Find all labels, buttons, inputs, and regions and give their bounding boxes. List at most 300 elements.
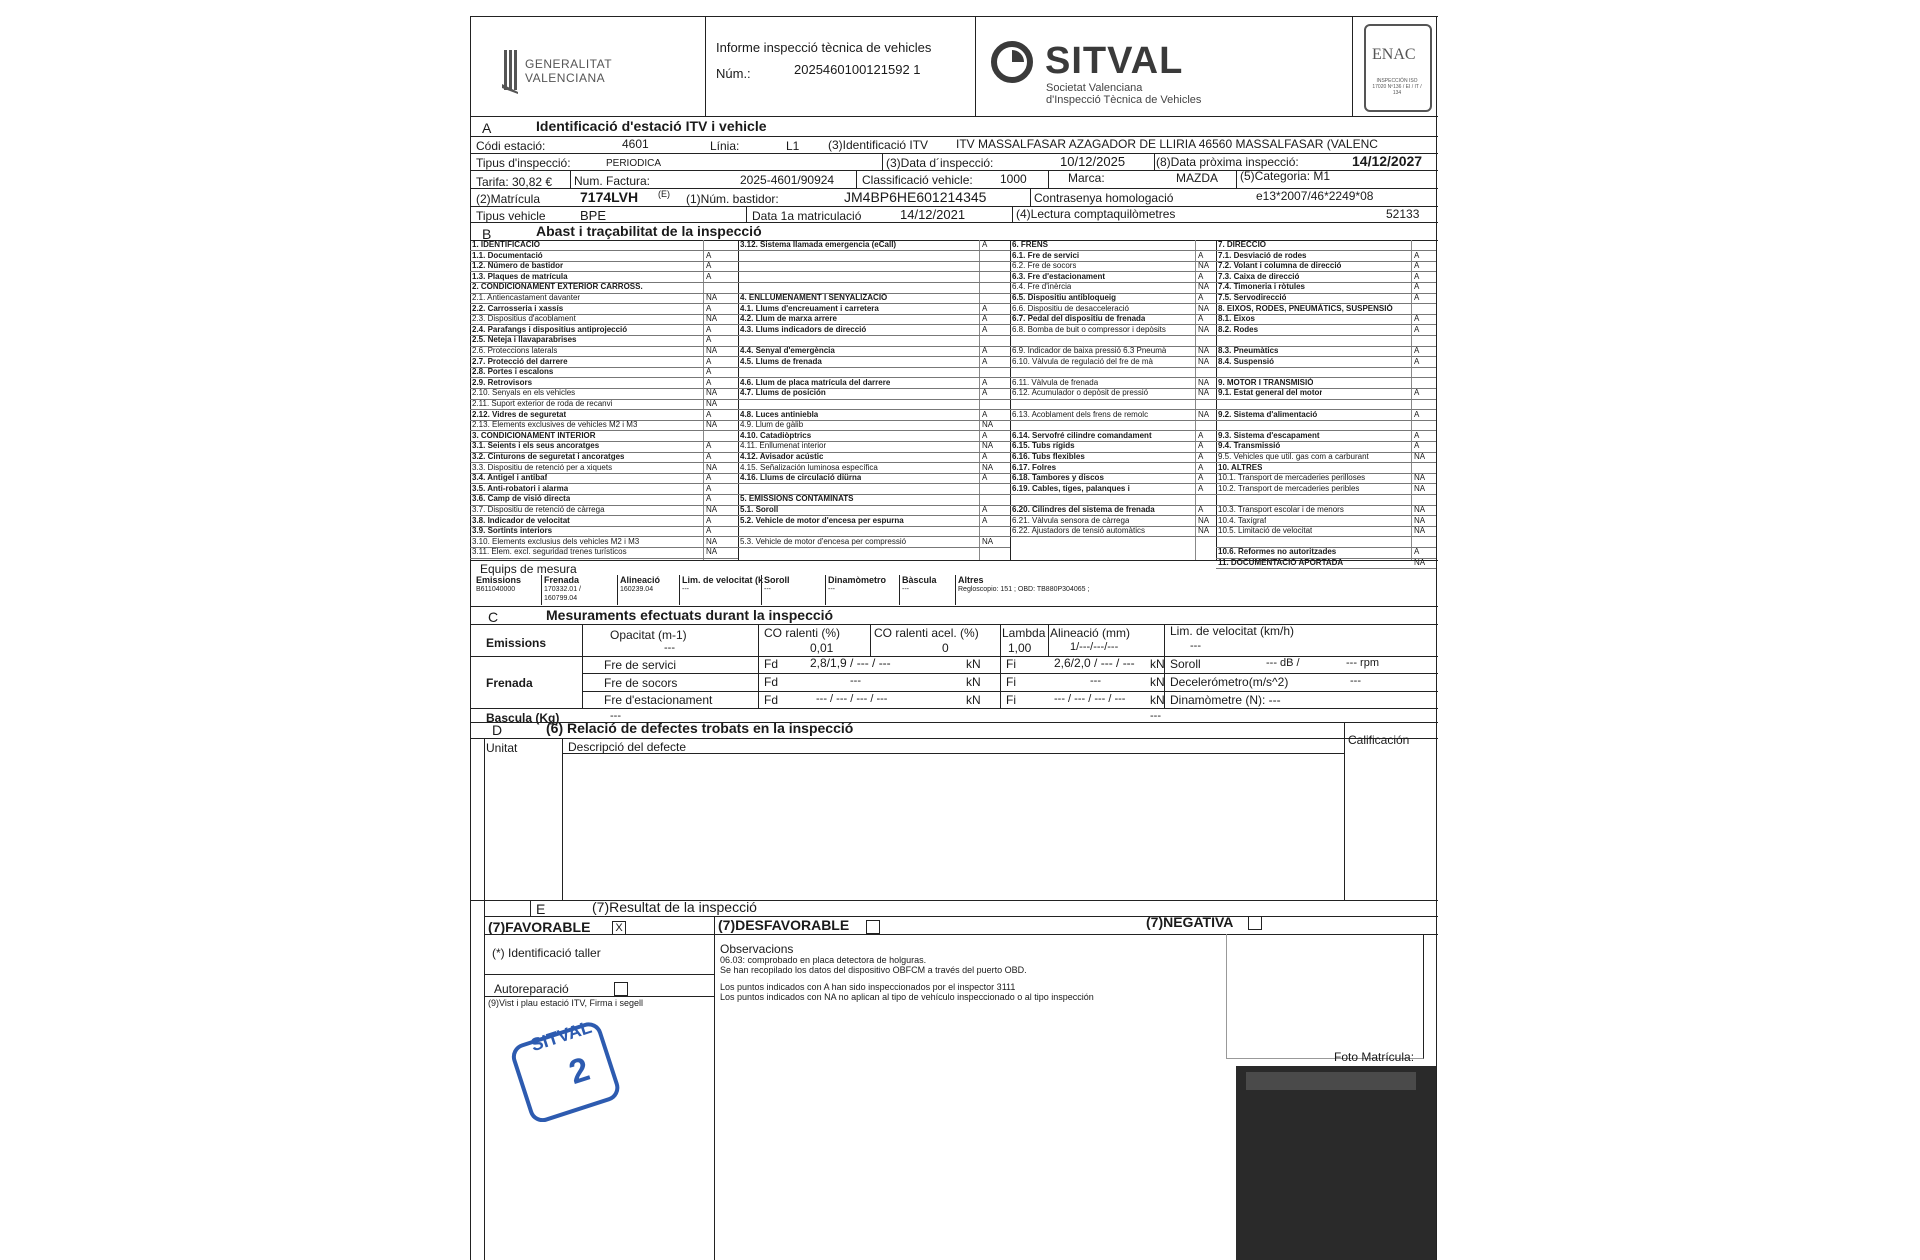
scope-item-label: 6.17. Folres xyxy=(1012,462,1057,472)
lambda-value: 1,00 xyxy=(1008,641,1032,655)
kn-2: kN xyxy=(1150,657,1165,671)
tipus-vehicle-label: Tipus vehicle xyxy=(476,209,546,223)
scope-item-label: 3.9. Sortints interiors xyxy=(472,526,553,536)
categoria: (5)Categoria: M1 xyxy=(1240,169,1331,183)
scope-item-result: A xyxy=(982,377,988,387)
scope-item-result: A xyxy=(982,452,988,461)
scope-item-label: 3.4. Antigel i antibaf xyxy=(472,473,548,483)
kn-1: kN xyxy=(966,657,981,671)
scope-item-label: 8.1. Eixos xyxy=(1218,314,1255,324)
scope-column-divider xyxy=(1216,240,1217,560)
scope-item-label: 6.4. Fre d'inèrcia xyxy=(1012,282,1072,292)
fd-estacionament: --- / --- / --- / --- xyxy=(816,693,888,705)
negativa-checkbox[interactable] xyxy=(1248,916,1262,930)
scope-item-label: 10.4. Taxígraf xyxy=(1218,515,1267,525)
opacitat-value: --- xyxy=(664,642,675,654)
enac-logo xyxy=(1364,24,1432,112)
codi-estacio: 4601 xyxy=(622,137,649,151)
scope-item-label: 6.22. Ajustadors de tensió automàtics xyxy=(1012,526,1145,536)
scope-item-result: NA xyxy=(1414,526,1426,536)
equipment-divider xyxy=(541,575,542,605)
scope-item-result: A xyxy=(1414,409,1420,419)
scope-item-label: 2.8. Portes i escalons xyxy=(472,367,554,377)
scope-row-line xyxy=(738,250,1010,251)
dinamometre-label: Dinamòmetre (N): --- xyxy=(1170,693,1281,707)
equipment-label: Altres xyxy=(958,575,984,585)
scope-item-label: 2.4. Parafangs i dispositius antiprojecció xyxy=(472,324,628,334)
equipment-value: --- xyxy=(682,586,689,593)
scope-row-line xyxy=(738,483,1010,484)
scope-item-result: A xyxy=(706,515,712,525)
scope-item-result: A xyxy=(1414,261,1420,271)
scope-row-line xyxy=(1010,494,1216,495)
scope-item-result: A xyxy=(1414,271,1420,281)
scope-item-label: 6.7. Pedal del dispositiu de frenada xyxy=(1012,314,1146,324)
opacitat-label: Opacitat (m-1) xyxy=(610,628,687,642)
scope-item-label: 6.21. Vàlvula sensora de càrrega xyxy=(1012,515,1130,525)
stamp-text: SITVAL xyxy=(528,1016,595,1056)
scope-item-label: 6.19. Cables, tiges, palanques i xyxy=(1012,483,1130,493)
scope-item-result: A xyxy=(1414,324,1420,334)
scope-item-label: 8. EIXOS, RODES, PNEUMÀTICS, SUSPENSIÓ xyxy=(1218,303,1393,313)
scope-item-label: 7.5. Servodirecció xyxy=(1218,293,1287,302)
scope-row-line xyxy=(738,335,1010,336)
fd-servici: 2,8/1,9 / --- / --- xyxy=(810,656,891,670)
scope-item-label: 4.7. Llums de posición xyxy=(740,388,826,398)
scope-item-result: A xyxy=(706,335,712,345)
scope-item-label: 4.1. Llums d'encreuament i carretera xyxy=(740,303,879,313)
equipment-value: --- xyxy=(902,586,909,593)
fre-socors-label: Fre de socors xyxy=(604,676,678,690)
scope-row-line xyxy=(1216,399,1436,400)
scope-item-result: NA xyxy=(1414,515,1426,525)
scope-item-result: A xyxy=(1414,388,1420,398)
kn-3: kN xyxy=(966,675,981,689)
scope-item-label: 6.20. Cilindres del sistema de frenada xyxy=(1012,505,1155,514)
scope-item-result: A xyxy=(982,505,988,514)
data-proxima-label: (8)Data pròxima inspecció: xyxy=(1156,155,1299,169)
data-matriculacio: 14/12/2021 xyxy=(900,207,966,222)
scope-item-result: A xyxy=(706,473,712,483)
scope-item-result: NA xyxy=(706,547,718,557)
scope-item-result: A xyxy=(706,324,712,334)
scope-item-result: A xyxy=(982,314,988,324)
vist-label: (9)Vist i plau estació ITV, Firma i segell xyxy=(488,998,644,1008)
scope-item-result: NA xyxy=(1198,526,1210,536)
scope-item-label: 8.3. Pneumàtics xyxy=(1218,346,1279,355)
equips-title: Equips de mesura xyxy=(480,562,577,576)
sitval-subtitle-1: Societat Valenciana xyxy=(1046,82,1143,94)
fd-label-1: Fd xyxy=(764,657,779,671)
scope-item-label: 2.1. Antiencastament davanter xyxy=(472,293,581,302)
scope-row-line xyxy=(1216,568,1436,569)
scope-item-label: 7.1. Desviació de rodes xyxy=(1218,250,1307,260)
scope-item-result: NA xyxy=(1198,377,1210,387)
scope-item-label: 4.12. Avisador acústic xyxy=(740,452,824,461)
scope-row-line xyxy=(738,261,1010,262)
section-d-title: (6) Relació de defectes trobats en la inspecció xyxy=(546,720,854,736)
scope-item-label: 2.11. Suport exterior de roda de recanvi xyxy=(472,399,613,408)
scope-item-label: 6.16. Tubs flexibles xyxy=(1012,452,1085,461)
inspection-report-page xyxy=(470,16,1438,1260)
scope-item-label: 4.3. Llums indicadors de direcció xyxy=(740,324,867,334)
kn-4: kN xyxy=(1150,675,1165,689)
scope-row-line xyxy=(738,547,1010,548)
scope-item-result: A xyxy=(706,441,712,451)
desfavorable-label[interactable]: (7)DESFAVORABLE xyxy=(718,917,850,933)
scope-item-label: 6.13. Acoblament dels frens de remolc xyxy=(1012,409,1149,419)
scope-item-result: NA xyxy=(1198,346,1210,355)
scope-item-label: 8.4. Suspensió xyxy=(1218,356,1275,366)
scope-row-line xyxy=(470,558,738,559)
scope-item-label: 9. MOTOR I TRANSMISIÓ xyxy=(1218,377,1314,387)
scope-item-result: NA xyxy=(1198,388,1210,398)
soroll-db: --- dB / xyxy=(1266,657,1300,669)
fi-servici: 2,6/2,0 / --- / --- xyxy=(1054,656,1135,670)
right-border xyxy=(1436,16,1437,1260)
scope-item-result: NA xyxy=(706,399,718,408)
scope-item-result: A xyxy=(982,515,988,525)
scope-item-result: A xyxy=(706,452,712,461)
scope-item-label: 10.1. Transport de mercaderies perilloses xyxy=(1218,473,1366,483)
scope-item-label: 3.8. Indicador de velocitat xyxy=(472,515,570,525)
lambda-label: Lambda xyxy=(1002,626,1046,640)
scope-item-label: 1.3. Plaques de matrícula xyxy=(472,271,568,281)
lectura-label: (4)Lectura comptaquilòmetres xyxy=(1016,207,1176,221)
scope-item-result: A xyxy=(1198,314,1204,324)
scope-item-result: NA xyxy=(1414,473,1426,483)
scope-item-result: NA xyxy=(706,293,718,302)
desfavorable-checkbox[interactable] xyxy=(866,920,880,934)
scope-item-result: NA xyxy=(1198,515,1210,525)
scope-item-label: 6.10. Vàlvula de regulació del fre de mà xyxy=(1012,356,1153,366)
scope-item-result: A xyxy=(1414,293,1420,302)
scope-item-result: NA xyxy=(706,505,718,514)
scope-item-label: 7.4. Timoneria i ròtules xyxy=(1218,282,1305,292)
scope-item-label: 4.4. Senyal d'emergència xyxy=(740,346,835,355)
bascula-right: --- xyxy=(1150,710,1161,722)
scope-item-result: A xyxy=(1198,452,1204,461)
scope-row-line xyxy=(1216,536,1436,537)
data-matriculacio-label: Data 1a matriculació xyxy=(752,209,862,223)
scope-item-result: NA xyxy=(706,420,718,430)
scope-item-result: NA xyxy=(982,462,994,472)
bascula-value: --- xyxy=(610,710,621,722)
scope-row-line xyxy=(1216,494,1436,495)
section-b-letter: B xyxy=(482,226,492,242)
top-border xyxy=(470,16,1438,17)
scope-item-label: 2.13. Elements exclusives de vehicles M2 i M3 xyxy=(472,420,638,430)
scope-item-label: 2.6. Proteccions laterals xyxy=(472,346,558,355)
scope-item-result: NA xyxy=(706,346,718,355)
section-e-letter: E xyxy=(536,901,546,917)
enac-name: ENAC xyxy=(1372,46,1416,63)
scope-column-divider xyxy=(738,240,739,560)
negativa-label[interactable]: (7)NEGATIVA xyxy=(1146,914,1234,930)
scope-item-result: A xyxy=(982,324,988,334)
fre-servici-label: Fre de servici xyxy=(604,658,677,672)
observacio-line-1: 06.03: comprobado en placa detectora de holguras. xyxy=(720,955,927,965)
scope-item-label: 5. EMISSIONS CONTAMINATS xyxy=(740,494,854,504)
equipment-label: Soroll xyxy=(764,575,790,585)
scope-item-label: 10. ALTRES xyxy=(1218,462,1263,472)
matricula: 7174LVH xyxy=(580,189,639,205)
scope-row-line xyxy=(738,367,1010,368)
scope-item-result: NA xyxy=(706,314,718,324)
observacio-line-4: Los puntos indicados con A han sido inspeccionados por el inspector 3111 xyxy=(720,982,1016,992)
scope-item-result: A xyxy=(1198,441,1204,451)
scope-item-result: NA xyxy=(1414,505,1426,514)
scope-row-line xyxy=(1010,420,1216,421)
measuring-equipment-row xyxy=(470,575,1438,605)
scope-item-result: NA xyxy=(706,462,718,472)
identificacio-itv-label: (3)Identificació ITV xyxy=(828,138,929,152)
scope-item-label: 10.5. Limitació de velocitat xyxy=(1218,526,1313,536)
soroll-label: Soroll xyxy=(1170,657,1201,671)
scope-item-label: 3.5. Anti-robatori i alarma xyxy=(472,483,569,493)
classificacio-label: Classificació vehicle: xyxy=(862,173,973,187)
scope-item-label: 5.1. Soroll xyxy=(740,505,779,514)
scope-row-line xyxy=(1010,335,1216,336)
scope-item-result: A xyxy=(982,303,988,313)
scope-item-result: NA xyxy=(1198,409,1210,419)
scope-item-result: A xyxy=(706,303,712,313)
emissions-label: Emissions xyxy=(486,636,547,650)
scope-item-result: A xyxy=(982,356,988,366)
favorable-label[interactable]: (7)FAVORABLE xyxy=(488,919,591,935)
scope-item-label: 4.15. Señalización luminosa específica xyxy=(740,462,878,472)
decelerometro-value: --- xyxy=(1350,675,1361,687)
equipment-value: --- xyxy=(828,586,835,593)
frenada-label: Frenada xyxy=(486,676,533,690)
scope-row-line xyxy=(1216,367,1436,368)
descripcio-label: Descripció del defecte xyxy=(568,740,687,754)
scope-item-result: A xyxy=(706,409,712,419)
bastidor-label: (1)Núm. bastidor: xyxy=(686,192,779,206)
lim-velocitat-label: Lim. de velocitat (km/h) xyxy=(1170,624,1295,638)
scope-item-label: 2.9. Retrovisors xyxy=(472,377,533,387)
scope-item-label: 2.12. Vidres de seguretat xyxy=(472,409,567,419)
scope-item-result: NA xyxy=(1198,261,1210,271)
scope-item-label: 1. IDENTIFICACIÓ xyxy=(472,240,541,249)
num-factura: 2025-4601/90924 xyxy=(740,173,835,187)
section-b-title: Abast i traçabilitat de la inspecció xyxy=(536,223,762,239)
scope-item-label: 2.10. Senyals en els vehicles xyxy=(472,388,576,398)
marca: MAZDA xyxy=(1176,171,1218,185)
generalitat-name-2: VALENCIANA xyxy=(525,71,606,85)
fd-socors: --- xyxy=(850,675,861,687)
scope-item-result: A xyxy=(982,388,988,398)
scope-item-label: 4.10. Catadiòptrics xyxy=(740,430,812,440)
scope-item-label: 10.3. Transport escolar i de menors xyxy=(1218,505,1344,514)
sitval-logo-icon xyxy=(990,40,1038,88)
scope-item-label: 1.2. Número de bastidor xyxy=(472,261,564,271)
scope-item-result: NA xyxy=(1198,282,1210,292)
scope-item-result: A xyxy=(1414,547,1420,557)
scope-item-label: 5.2. Vehicle de motor d'encesa per espurna xyxy=(740,515,904,525)
fd-label-2: Fd xyxy=(764,675,779,689)
scope-row-line xyxy=(1216,420,1436,421)
equipment-value: 160239.04 xyxy=(620,586,654,593)
stamp-number: 2 xyxy=(564,1050,595,1093)
scope-item-result: NA xyxy=(1414,452,1426,461)
report-title: Informe inspecció tècnica de vehicles xyxy=(716,40,932,55)
scope-item-label: 6.14. Servofré cilindre comandament xyxy=(1012,430,1152,440)
scope-item-result: A xyxy=(1198,430,1204,440)
scope-item-result: A xyxy=(706,261,712,271)
scope-item-label: 10.6. Reformes no autoritzades xyxy=(1218,547,1337,557)
fi-label-3: Fi xyxy=(1006,693,1016,707)
scope-item-result: A xyxy=(1198,505,1204,514)
co-ralenti-label: CO ralenti (%) xyxy=(764,626,841,640)
tipus-inspeccio: PERIODICA xyxy=(606,158,662,169)
sitval-subtitle-2: d'Inspecció Tècnica de Vehicles xyxy=(1046,94,1202,106)
equipment-label: Bàscula xyxy=(902,575,937,585)
co-ralenti-acel-label: CO ralenti acel. (%) xyxy=(874,626,979,640)
scope-item-label: 6.3. Fre d'estacionament xyxy=(1012,271,1106,281)
equipment-divider xyxy=(825,575,826,605)
scope-row-line xyxy=(1216,335,1436,336)
codi-estacio-label: Códi estació: xyxy=(476,139,546,153)
sitval-name: SITVAL xyxy=(1045,40,1184,82)
contrasenya-label: Contrasenya homologació xyxy=(1034,191,1174,205)
equipment-value: 170332.01 / 160799.04 xyxy=(544,586,581,602)
scope-item-label: 3. CONDICIONAMENT INTERIOR xyxy=(472,430,596,440)
observacions-label: Observacions xyxy=(720,942,794,956)
scope-item-label: 10.2. Transport de mercaderies peribles xyxy=(1218,483,1360,493)
scope-item-label: 3.7. Dispositiu de retenció de càrrega xyxy=(472,505,605,514)
scope-item-label: 5.3. Vehicle de motor d'encesa per compressió xyxy=(740,536,907,546)
equipment-divider xyxy=(899,575,900,605)
scope-item-label: 9.4. Transmissió xyxy=(1218,441,1281,451)
observacio-line-5: Los puntos indicados con NA no aplican al tipo de vehículo inspeccionado o al tipo inspección xyxy=(720,992,1094,1002)
scope-item-label: 6.8. Bomba de buit o compressor i depòsits xyxy=(1012,324,1166,334)
equipment-value: --- xyxy=(764,586,771,593)
scope-row-line xyxy=(738,505,1010,506)
scope-item-result: A xyxy=(982,409,988,419)
scope-item-result: A xyxy=(982,473,988,483)
scope-item-result: A xyxy=(1414,430,1420,440)
section-a-title: Identificació d'estació ITV i vehicle xyxy=(536,118,767,134)
scope-item-label: 9.1. Estat general del motor xyxy=(1218,388,1323,398)
fi-estacionament: --- / --- / --- / --- xyxy=(1054,693,1126,705)
section-c-letter: C xyxy=(488,609,499,625)
lim-velocitat-value: --- xyxy=(1190,640,1201,652)
autoreparacio-checkbox[interactable] xyxy=(614,982,628,996)
scope-item-result: NA xyxy=(982,420,994,430)
scope-item-result: A xyxy=(1198,250,1204,260)
scope-item-result: NA xyxy=(706,536,718,546)
equipment-label: Emissions xyxy=(476,575,522,585)
fi-label-1: Fi xyxy=(1006,657,1016,671)
fd-label-3: Fd xyxy=(764,693,779,707)
scope-row-line xyxy=(1010,399,1216,400)
scope-column-divider xyxy=(1436,240,1437,560)
scope-item-label: 6.18. Tambores y discos xyxy=(1012,473,1104,483)
scope-item-result: A xyxy=(982,240,988,249)
scope-item-label: 3.12. Sistema llamada emergencia (eCall) xyxy=(740,240,897,249)
scope-item-label: 7.3. Caixa de direcció xyxy=(1218,271,1300,281)
co-ralenti-value: 0,01 xyxy=(810,641,834,655)
co-ralenti-acel-value: 0 xyxy=(942,641,949,655)
fre-estacionament-label: Fre d'estacionament xyxy=(604,693,713,707)
scope-item-result: A xyxy=(982,430,988,440)
tarifa: Tarifa: 30,82 € xyxy=(476,175,553,189)
scope-item-result: A xyxy=(706,356,712,366)
lectura: 52133 xyxy=(1386,207,1420,221)
scope-item-result: A xyxy=(706,483,712,493)
scope-item-result: A xyxy=(706,271,712,281)
favorable-checkbox[interactable]: X xyxy=(612,921,626,935)
scope-item-result: A xyxy=(1198,483,1204,493)
scope-item-result: A xyxy=(1198,293,1204,302)
scope-item-label: 6.6. Dispositiu de desacceleració xyxy=(1012,303,1129,313)
scope-row-line xyxy=(738,399,1010,400)
unitat-label: Unitat xyxy=(486,741,518,755)
equipment-value: Regloscopio: 151 ; OBD: TB880P304065 ; xyxy=(958,586,1090,593)
data-proxima: 14/12/2027 xyxy=(1352,153,1423,169)
autoreparacio-label: Autoreparació xyxy=(494,982,569,996)
linia-label: Línia: xyxy=(710,139,740,153)
scope-item-result: A xyxy=(982,346,988,355)
equipment-divider xyxy=(617,575,618,605)
scope-item-label: 3.6. Camp de visió directa xyxy=(472,494,571,504)
scope-item-label: 8.2. Rodes xyxy=(1218,324,1259,334)
scope-code-divider xyxy=(1411,240,1412,560)
equipment-divider xyxy=(761,575,762,605)
contrasenya: e13*2007/46*2249*08 xyxy=(1256,189,1374,203)
scope-item-label: 3.3. Dispositiu de retenció per a xiquets xyxy=(472,462,613,472)
scope-row-line xyxy=(738,526,1010,527)
report-number-label: Núm.: xyxy=(716,66,751,81)
scope-row-line xyxy=(1010,367,1216,368)
scope-row-line xyxy=(738,271,1010,272)
identificacio-itv: ITV MASSALFASAR AZAGADOR DE LLIRIA 46560 MASSALFASAR (VALENC xyxy=(956,137,1378,151)
data-inspeccio-label: (3)Data d´inspecció: xyxy=(886,156,994,170)
scope-item-result: A xyxy=(1414,314,1420,324)
scope-item-label: 2.3. Dispositius d'acoblament xyxy=(472,314,576,324)
scope-item-result: NA xyxy=(706,388,718,398)
scope-item-result: A xyxy=(1198,473,1204,483)
scope-row-line xyxy=(738,282,1010,283)
left-border xyxy=(470,16,471,1260)
equipment-label: Lim. de velocitat (k xyxy=(682,575,764,585)
scope-column-divider xyxy=(1010,240,1011,560)
data-inspeccio: 10/12/2025 xyxy=(1060,154,1126,169)
scope-item-label: 6.5. Dispositiu antibloqueig xyxy=(1012,293,1117,302)
scope-item-result: A xyxy=(706,367,712,377)
scope-item-label: 4.8. Luces antiniebla xyxy=(740,409,819,419)
soroll-rpm: --- rpm xyxy=(1346,657,1379,669)
fi-label-2: Fi xyxy=(1006,675,1016,689)
scope-item-result: NA xyxy=(1414,558,1426,567)
scope-item-result: A xyxy=(1414,250,1420,260)
alineacio-value: 1/---/---/--- xyxy=(1070,641,1119,653)
scope-item-label: 6.15. Tubs rígids xyxy=(1012,441,1075,451)
scope-item-result: A xyxy=(1414,356,1420,366)
marca-label: Marca: xyxy=(1068,171,1105,185)
scope-item-label: 3.10. Elements exclusius dels vehicles M2 i M3 xyxy=(472,536,640,546)
scope-item-label: 2.2. Carrosseria i xassís xyxy=(472,303,564,313)
scope-item-label: 2. CONDICIONAMENT EXTERIOR CARROSS. xyxy=(472,282,643,292)
scope-item-label: 4.6. Llum de placa matrícula del darrere xyxy=(740,377,891,387)
scope-item-result: A xyxy=(1414,346,1420,355)
tipus-vehicle: BPE xyxy=(580,208,607,223)
section-a-letter: A xyxy=(482,120,492,136)
scope-item-label: 4.16. Llums de circulació diürna xyxy=(740,473,862,483)
scope-item-label: 4.2. Llum de marxa arrere xyxy=(740,314,837,324)
scope-item-label: 3.11. Elem. excl. seguridad trenes turísticos xyxy=(472,547,627,557)
